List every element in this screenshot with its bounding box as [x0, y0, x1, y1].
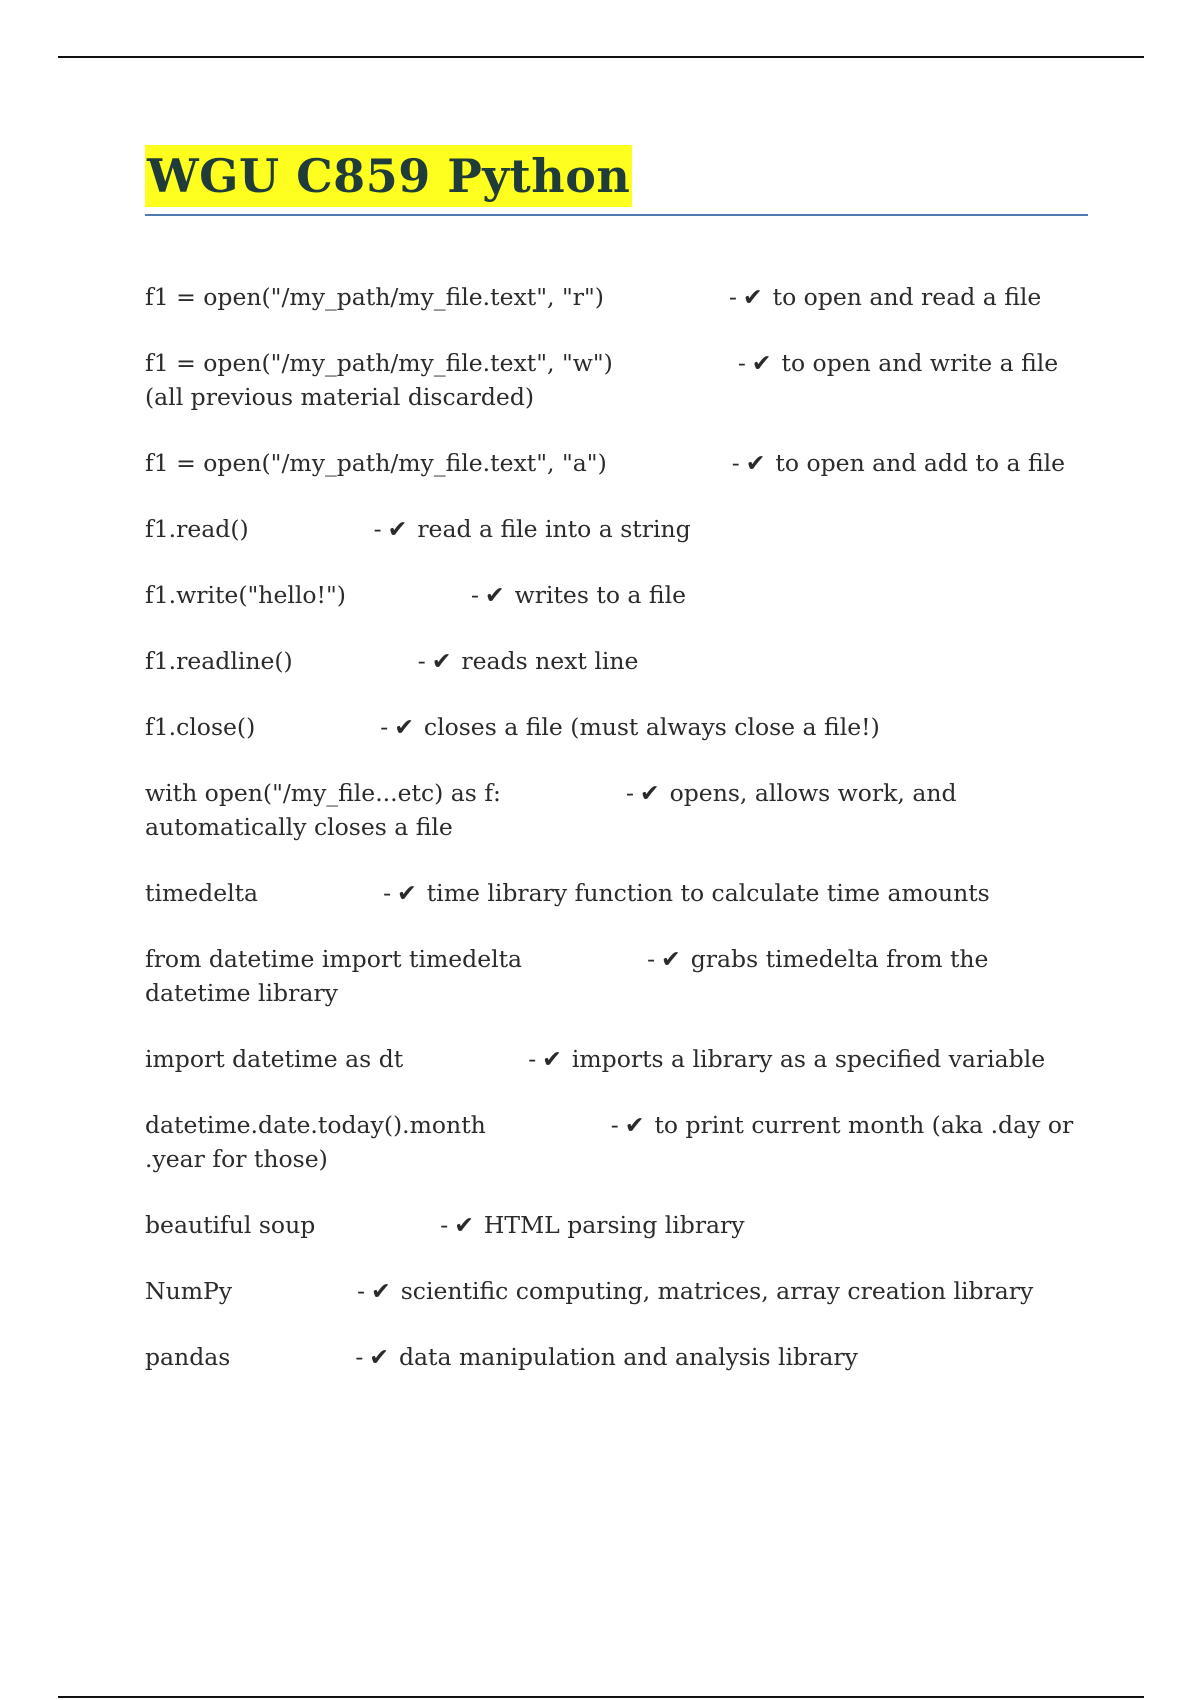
- entry-term: from datetime import timedelta: [145, 945, 523, 973]
- page-title: WGU C859 Python: [145, 145, 632, 207]
- title-block: [145, 145, 632, 207]
- entry-definition: time library function to calculate time amounts: [426, 879, 990, 907]
- entry-definition: to print current month (aka .day or .year for those): [145, 1111, 1074, 1173]
- list-item: [145, 346, 1095, 414]
- list-item: [145, 512, 1095, 546]
- entry-definition: to open and write a file (all previous material discarded): [145, 349, 1059, 411]
- check-icon: ✔: [394, 713, 414, 741]
- check-icon: ✔: [742, 283, 763, 311]
- entry-dash: -: [610, 1111, 619, 1139]
- entry-definition: to open and read a file: [772, 283, 1042, 311]
- entry-term: pandas: [145, 1343, 231, 1371]
- flashcard-list: [145, 280, 1095, 1406]
- list-item: [145, 1208, 1095, 1242]
- list-item: [145, 1274, 1095, 1308]
- entry-term: NumPy: [145, 1277, 233, 1305]
- list-item: [145, 644, 1095, 678]
- entry-dash: -: [728, 283, 737, 311]
- check-icon: ✔: [484, 581, 505, 609]
- list-item: [145, 1108, 1095, 1176]
- entry-dash: -: [417, 647, 426, 675]
- entry-definition: scientific computing, matrices, array creation library: [400, 1277, 1034, 1305]
- check-icon: ✔: [745, 449, 766, 477]
- entry-dash: -: [355, 1343, 364, 1371]
- list-item: [145, 1042, 1095, 1076]
- entry-definition: reads next line: [461, 647, 639, 675]
- entry-dash: -: [470, 581, 479, 609]
- check-icon: ✔: [454, 1211, 474, 1239]
- entry-dash: -: [737, 349, 746, 377]
- entry-dash: -: [383, 879, 392, 907]
- check-icon: ✔: [624, 1111, 645, 1139]
- title-underline: [145, 214, 1088, 216]
- list-item: [145, 446, 1095, 480]
- check-icon: ✔: [661, 945, 681, 973]
- entry-definition: to open and add to a file: [775, 449, 1066, 477]
- entry-definition: HTML parsing library: [483, 1211, 745, 1239]
- entry-term: datetime.date.today().month: [145, 1111, 486, 1139]
- entry-term: f1.write("hello!"): [145, 581, 346, 609]
- entry-definition: data manipulation and analysis library: [398, 1343, 858, 1371]
- entry-dash: -: [647, 945, 656, 973]
- check-icon: ✔: [751, 349, 772, 377]
- entry-dash: -: [357, 1277, 366, 1305]
- entry-term: f1.close(): [145, 713, 256, 741]
- check-icon: ✔: [639, 779, 660, 807]
- entry-term: f1 = open("/my_path/my_file.text", "w"): [145, 349, 613, 377]
- entry-term: f1 = open("/my_path/my_file.text", "r"): [145, 283, 604, 311]
- check-icon: ✔: [397, 879, 417, 907]
- check-icon: ✔: [369, 1343, 389, 1371]
- list-item: [145, 710, 1095, 744]
- list-item: [145, 776, 1095, 844]
- entry-dash: -: [731, 449, 740, 477]
- list-item: [145, 942, 1095, 1010]
- entry-definition: closes a file (must always close a file!): [423, 713, 880, 741]
- entry-dash: -: [440, 1211, 449, 1239]
- check-icon: ✔: [542, 1045, 562, 1073]
- entry-term: beautiful soup: [145, 1211, 316, 1239]
- entry-term: with open("/my_file...etc) as f:: [145, 779, 501, 807]
- entry-definition: grabs timedelta from the datetime library: [145, 945, 989, 1007]
- check-icon: ✔: [387, 515, 408, 543]
- entry-definition: read a file into a string: [417, 515, 691, 543]
- page-bottom-rule: [58, 1696, 1144, 1698]
- check-icon: ✔: [371, 1277, 391, 1305]
- entry-term: import datetime as dt: [145, 1045, 404, 1073]
- list-item: [145, 578, 1095, 612]
- entry-definition: writes to a file: [514, 581, 687, 609]
- entry-dash: -: [625, 779, 634, 807]
- entry-definition: opens, allows work, and automatically closes a file: [145, 779, 957, 841]
- list-item: [145, 1340, 1095, 1374]
- entry-dash: -: [528, 1045, 537, 1073]
- entry-term: f1.read(): [145, 515, 249, 543]
- entry-term: f1.readline(): [145, 647, 293, 675]
- entry-term: timedelta: [145, 879, 259, 907]
- entry-dash: -: [380, 713, 389, 741]
- entry-term: f1 = open("/my_path/my_file.text", "a"): [145, 449, 607, 477]
- page-top-rule: [58, 56, 1144, 58]
- entry-dash: -: [373, 515, 382, 543]
- list-item: [145, 280, 1095, 314]
- list-item: [145, 876, 1095, 910]
- entry-definition: imports a library as a specified variable: [571, 1045, 1046, 1073]
- check-icon: ✔: [431, 647, 452, 675]
